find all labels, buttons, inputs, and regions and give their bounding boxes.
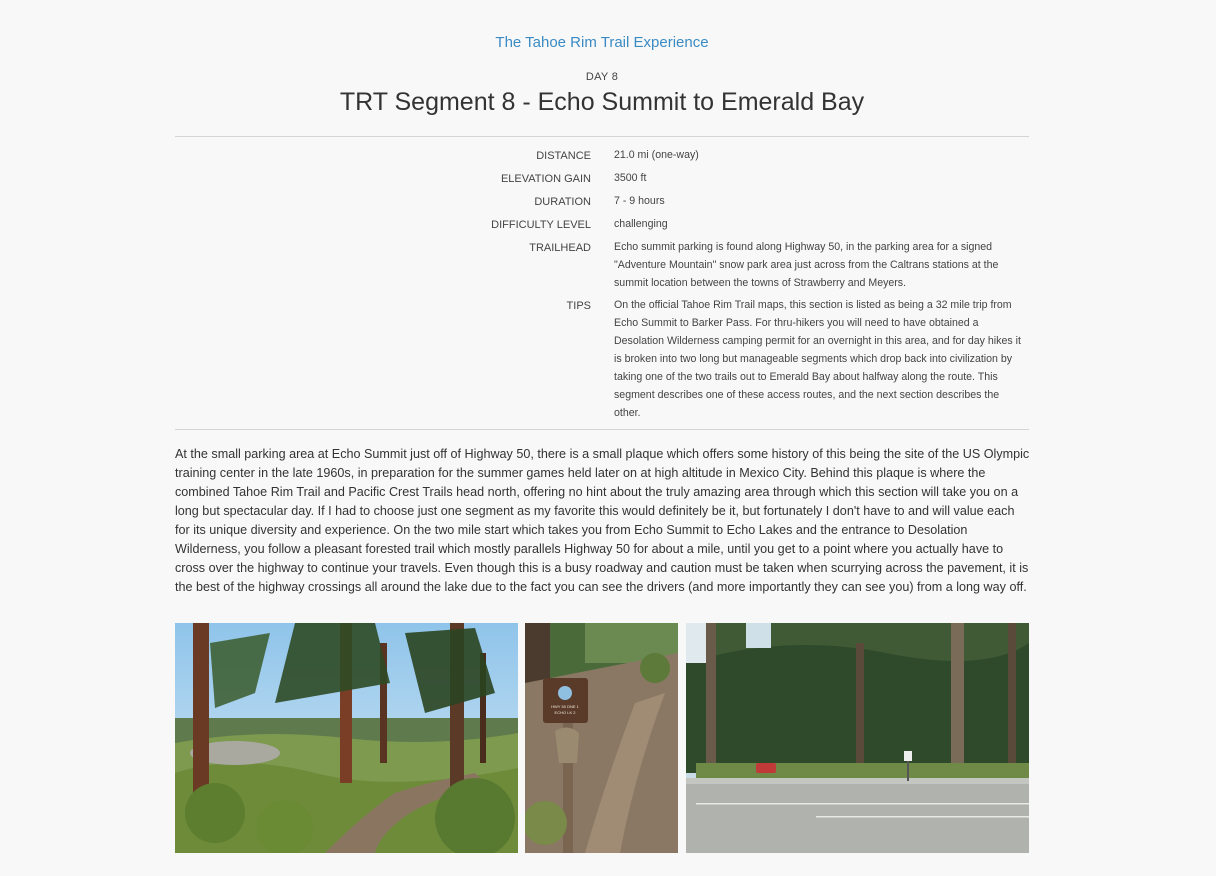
forest-trail-image [175, 623, 518, 853]
site-title-link[interactable]: The Tahoe Rim Trail Experience [495, 34, 709, 51]
stat-label: TIPS [566, 300, 591, 312]
stat-duration [175, 192, 1029, 211]
stat-trailhead [175, 238, 1029, 292]
photo-forest-trail[interactable] [175, 623, 518, 853]
highway-crossing-image [686, 623, 1029, 853]
trail-sign-image [525, 623, 678, 853]
stat-label: TRAILHEAD [529, 242, 591, 254]
page-title: TRT Segment 8 - Echo Summit to Emerald Bay [339, 88, 865, 116]
photo-gallery [175, 623, 1029, 853]
stat-value: 21.0 mi (one-way) [614, 149, 699, 161]
day-label: DAY 8 [585, 71, 619, 83]
stat-value: 3500 ft [614, 172, 647, 184]
divider-top [175, 136, 1029, 137]
stat-tips [175, 296, 1029, 422]
sign-line-2: ECHO LK 2 [554, 710, 576, 715]
stat-elevation-gain [175, 169, 1029, 188]
trail-stats [175, 146, 1029, 426]
stat-value: Echo summit parking is found along Highway 50, in the parking area for a signed "Adventure Mountain" snow park area just across from the Caltrans stations at the summit location between the towns of Strawberry and Meyers. [614, 241, 999, 289]
stat-label: DURATION [534, 196, 591, 208]
stat-distance [175, 146, 1029, 165]
stat-value: On the official Tahoe Rim Trail maps, this section is listed as being a 32 mile trip from Echo Summit to Barker Pass. For thru-hikers you will need to have obtained a Desolation Wilderness camping permit for an overnight in this area, and for day hikes it is broken into two long but manageable segments which drop back into civilization by taking one of the two trails out to Emerald Bay about halfway along the route. This segment describes one of these access routes, and the next section describes the other. [614, 299, 1021, 419]
stat-label: DISTANCE [536, 150, 591, 162]
stat-value: 7 - 9 hours [614, 195, 665, 207]
photo-trail-sign[interactable] [525, 623, 678, 853]
sign-line-1: HWY 50 DNE 1 [551, 704, 579, 709]
stat-value: challenging [614, 218, 668, 230]
photo-highway-crossing[interactable] [686, 623, 1029, 853]
stat-label: DIFFICULTY LEVEL [491, 219, 591, 231]
trail-description: At the small parking area at Echo Summit just off of Highway 50, there is a small plaque which offers some history of this being the site of the US Olympic training center in the late 1960s, in preparation for the summer games held later on at high altitude in Mexico City. Behind this plaque is where the combined Tahoe Rim Trail and Pacific Crest Trails head north, offering no hint about the truly amazing area through which this section will take you on a long but spectacular day. If I had to choose just one segment as my favorite this would definitely be it, but fortunately I don't have to and will value each for its unique diversity and experience. On the two mile start which takes you from Echo Summit to Echo Lakes and the entrance to Desolation Wilderness, you follow a pleasant forested trail which mostly parallels Highway 50 for about a mile, until you get to a point where you actually have to cross over the highway to continue your travels. Even though this is a busy roadway and caution must be taken when scurrying across the pavement, it is the best of the highway crossings all around the lake due to the fact you can see the drivers (and more importantly they can see you) from a long way off. [175, 447, 1030, 594]
stat-label: ELEVATION GAIN [500, 173, 591, 185]
stat-difficulty [175, 215, 1029, 234]
divider-bottom [175, 429, 1029, 430]
